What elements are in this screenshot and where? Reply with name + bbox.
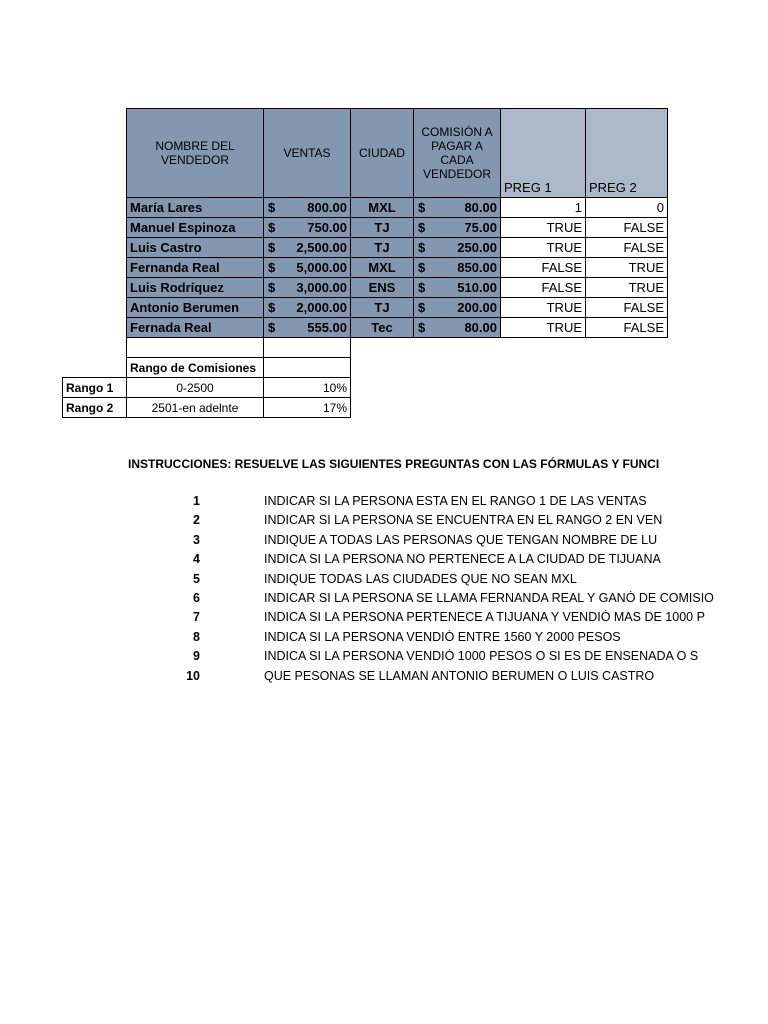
question-text[interactable]: INDICAR SI LA PERSONA SE LLAMA FERNANDA REAL Y GANÓ DE COMISIO [264,590,714,605]
cell-preg1[interactable]: FALSE [501,258,586,278]
table-row [63,378,351,398]
cell-ventas[interactable] [264,318,351,338]
list-item [150,494,768,513]
cell-comision[interactable] [414,238,501,258]
question-number[interactable]: 10 [186,668,200,683]
question-text[interactable]: INDICAR SI LA PERSONA SE ENCUENTRA EN EL RANGO 2 EN VEN [264,513,663,528]
cell-ventas[interactable] [264,238,351,258]
currency-symbol: $ [268,260,276,275]
cell-nombre[interactable]: María Lares [127,198,264,218]
list-item [150,669,768,688]
currency-symbol: $ [418,260,426,275]
cell-comision[interactable] [414,318,501,338]
cell-preg1[interactable]: TRUE [501,318,586,338]
table-row [63,398,351,418]
instructions-heading[interactable]: INSTRUCCIONES: RESUELVE LAS SIGUIENTES PREGUNTAS CON LAS FÓRMULAS Y FUNCI [128,457,660,471]
question-number[interactable]: 2 [193,513,200,528]
questions-list [150,494,768,688]
empty-cell[interactable] [264,358,351,378]
cell-comision[interactable] [414,198,501,218]
comision-value: 80.00 [464,320,497,335]
question-text[interactable]: QUE PESONAS SE LLAMAN ANTONIO BERUMEN O LUIS CASTRO [264,668,655,683]
header-preg2[interactable]: PREG 2 [586,109,668,198]
list-item [150,552,768,571]
header-comision[interactable]: COMISIÓN A PAGAR A CADA VENDEDOR [414,109,501,198]
list-item [150,533,768,552]
range-value[interactable]: 0-2500 [127,378,264,398]
sales-table [126,108,668,338]
cell-preg2[interactable]: TRUE [586,278,668,298]
cell-preg2[interactable]: 0 [586,198,668,218]
comision-value: 75.00 [464,220,497,235]
ventas-value: 5,000.00 [296,260,347,275]
cell-ciudad[interactable]: TJ [351,218,414,238]
empty-cell[interactable] [63,358,127,378]
cell-preg2[interactable]: FALSE [586,218,668,238]
currency-symbol: $ [418,280,426,295]
currency-symbol: $ [268,300,276,315]
question-text[interactable]: INDICA SI LA PERSONA PERTENECE A TIJUANA Y VENDIÓ MAS DE 1000 P [264,610,705,625]
range-label[interactable]: Rango 1 [63,378,127,398]
range-header[interactable]: Rango de Comisiones [127,358,264,378]
cell-ciudad[interactable]: Tec [351,318,414,338]
question-text[interactable]: INDIQUE A TODAS LAS PERSONAS QUE TENGAN NOMBRE DE LU [264,532,658,547]
cell-preg2[interactable]: FALSE [586,298,668,318]
question-text[interactable]: INDICA SI LA PERSONA VENDIÓ 1000 PESOS O SI ES DE ENSENADA O S [264,649,699,664]
range-value[interactable]: 2501-en adelnte [127,398,264,418]
list-item [150,610,768,629]
cell-preg1[interactable]: FALSE [501,278,586,298]
cell-nombre[interactable]: Antonio Berumen [127,298,264,318]
cell-ventas[interactable] [264,298,351,318]
currency-symbol: $ [268,280,276,295]
cell-ciudad[interactable]: TJ [351,298,414,318]
currency-symbol: $ [268,240,276,255]
cell-ventas[interactable] [264,218,351,238]
ventas-value: 2,000.00 [296,300,347,315]
cell-ventas[interactable] [264,278,351,298]
table-row [127,218,668,238]
header-nombre[interactable]: NOMBRE DEL VENDEDOR [127,109,264,198]
currency-symbol: $ [268,320,276,335]
question-text[interactable]: INDICAR SI LA PERSONA ESTA EN EL RANGO 1 DE LAS VENTAS [264,494,647,508]
question-number[interactable]: 5 [193,571,200,586]
currency-symbol: $ [418,240,426,255]
question-number[interactable]: 9 [193,649,200,664]
cell-ciudad[interactable]: ENS [351,278,414,298]
table-row [127,198,668,218]
question-number[interactable]: 1 [193,494,200,508]
currency-symbol: $ [418,300,426,315]
cell-comision[interactable] [414,298,501,318]
range-percent[interactable]: 17% [264,398,351,418]
header-ciudad[interactable]: CIUDAD [351,109,414,198]
cell-preg1[interactable]: TRUE [501,238,586,258]
cell-preg2[interactable]: FALSE [586,318,668,338]
table-row [127,278,668,298]
comision-value: 250.00 [457,240,497,255]
cell-preg2[interactable]: TRUE [586,258,668,278]
list-item [150,572,768,591]
range-percent[interactable]: 10% [264,378,351,398]
question-number[interactable]: 7 [193,610,200,625]
cell-nombre[interactable]: Fernada Real [127,318,264,338]
currency-symbol: $ [268,200,276,215]
cell-ciudad[interactable]: MXL [351,258,414,278]
commission-range-table [62,337,351,418]
cell-preg1[interactable]: TRUE [501,218,586,238]
comision-value: 510.00 [457,280,497,295]
header-preg1[interactable]: PREG 1 [501,109,586,198]
ventas-value: 750.00 [307,220,347,235]
cell-ciudad[interactable]: TJ [351,238,414,258]
empty-cell[interactable] [127,338,264,358]
question-text[interactable]: INDICA SI LA PERSONA NO PERTENECE A LA CIUDAD DE TIJUANA [264,552,661,567]
table-row [127,298,668,318]
header-ventas[interactable]: VENTAS [264,109,351,198]
empty-cell[interactable] [264,338,351,358]
question-number[interactable]: 3 [193,532,200,547]
comision-value: 200.00 [457,300,497,315]
currency-symbol: $ [418,320,426,335]
ventas-value: 3,000.00 [296,280,347,295]
currency-symbol: $ [268,220,276,235]
range-label[interactable]: Rango 2 [63,398,127,418]
cell-comision[interactable] [414,258,501,278]
table-row [127,238,668,258]
cell-ciudad[interactable]: MXL [351,198,414,218]
comision-value: 80.00 [464,200,497,215]
cell-ventas[interactable] [264,258,351,278]
cell-nombre[interactable]: Luis Rodríquez [127,278,264,298]
cell-comision[interactable] [414,278,501,298]
cell-nombre[interactable]: Fernanda Real [127,258,264,278]
ventas-value: 2,500.00 [296,240,347,255]
question-number[interactable]: 6 [193,590,200,605]
table-row [127,318,668,338]
ventas-value: 800.00 [307,200,347,215]
question-text[interactable]: INDICA SI LA PERSONA VENDIÓ ENTRE 1560 Y 2000 PESOS [264,629,621,644]
list-item [150,513,768,532]
cell-preg1[interactable]: 1 [501,198,586,218]
table-row [127,258,668,278]
cell-nombre[interactable]: Luis Castro [127,238,264,258]
question-number[interactable]: 4 [193,552,200,567]
list-item [150,649,768,668]
ventas-value: 555.00 [307,320,347,335]
cell-ventas[interactable] [264,198,351,218]
question-text[interactable]: INDIQUE TODAS LAS CIUDADES QUE NO SEAN MXL [264,571,577,586]
cell-preg2[interactable]: FALSE [586,238,668,258]
comision-value: 850.00 [457,260,497,275]
currency-symbol: $ [418,220,426,235]
cell-preg1[interactable]: TRUE [501,298,586,318]
empty-cell[interactable] [63,338,127,358]
cell-comision[interactable] [414,218,501,238]
cell-nombre[interactable]: Manuel Espinoza [127,218,264,238]
list-item [150,591,768,610]
currency-symbol: $ [418,200,426,215]
list-item [150,630,768,649]
question-number[interactable]: 8 [193,629,200,644]
